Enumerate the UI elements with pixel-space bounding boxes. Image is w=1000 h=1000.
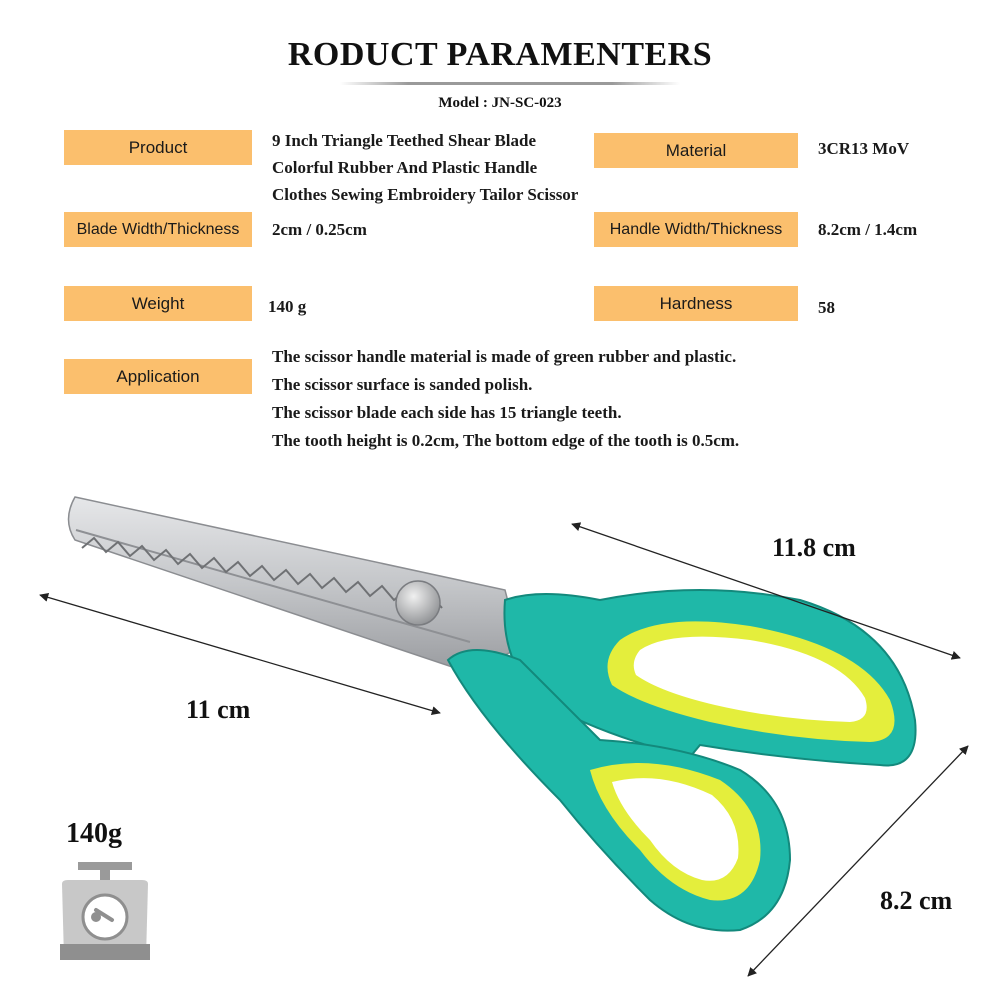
application-line: The scissor surface is sanded polish.: [272, 375, 533, 394]
product-label: Product: [64, 130, 252, 165]
handle-length-label: 11.8 cm: [772, 533, 856, 562]
weight-value: 140 g: [268, 297, 307, 316]
application-label: Application: [64, 359, 252, 394]
material-label: Material: [594, 133, 798, 168]
pivot-screw: [396, 581, 440, 625]
product-line: 9 Inch Triangle Teethed Shear Blade: [272, 131, 537, 150]
material-value: 3CR13 MoV: [818, 139, 910, 158]
hardness-value: 58: [818, 298, 835, 317]
scale-icon: [60, 862, 150, 960]
blade-value: 2cm / 0.25cm: [272, 220, 367, 239]
weight-badge: 140g: [66, 818, 122, 849]
weight-label: Weight: [64, 286, 252, 321]
product-line: Clothes Sewing Embroidery Tailor Scissor: [272, 185, 579, 204]
model-number: Model : JN-SC-023: [438, 95, 562, 111]
handle-width-label: 8.2 cm: [880, 886, 953, 915]
application-line: The scissor blade each side has 15 triangle teeth.: [272, 403, 622, 422]
blade-length-label: 11 cm: [186, 695, 251, 724]
handle-value: 8.2cm / 1.4cm: [818, 220, 918, 239]
hardness-label: Hardness: [594, 286, 798, 321]
product-line: Colorful Rubber And Plastic Handle: [272, 158, 538, 177]
handle-label: Handle Width/Thickness: [594, 212, 798, 247]
blade-label: Blade Width/Thickness: [64, 212, 252, 247]
application-line: The tooth height is 0.2cm, The bottom edge of the tooth is 0.5cm.: [272, 431, 740, 450]
page-title: RODUCT PARAMENTERS: [287, 36, 713, 73]
scissor-blade: [69, 497, 521, 672]
application-line: The scissor handle material is made of green rubber and plastic.: [272, 347, 737, 366]
